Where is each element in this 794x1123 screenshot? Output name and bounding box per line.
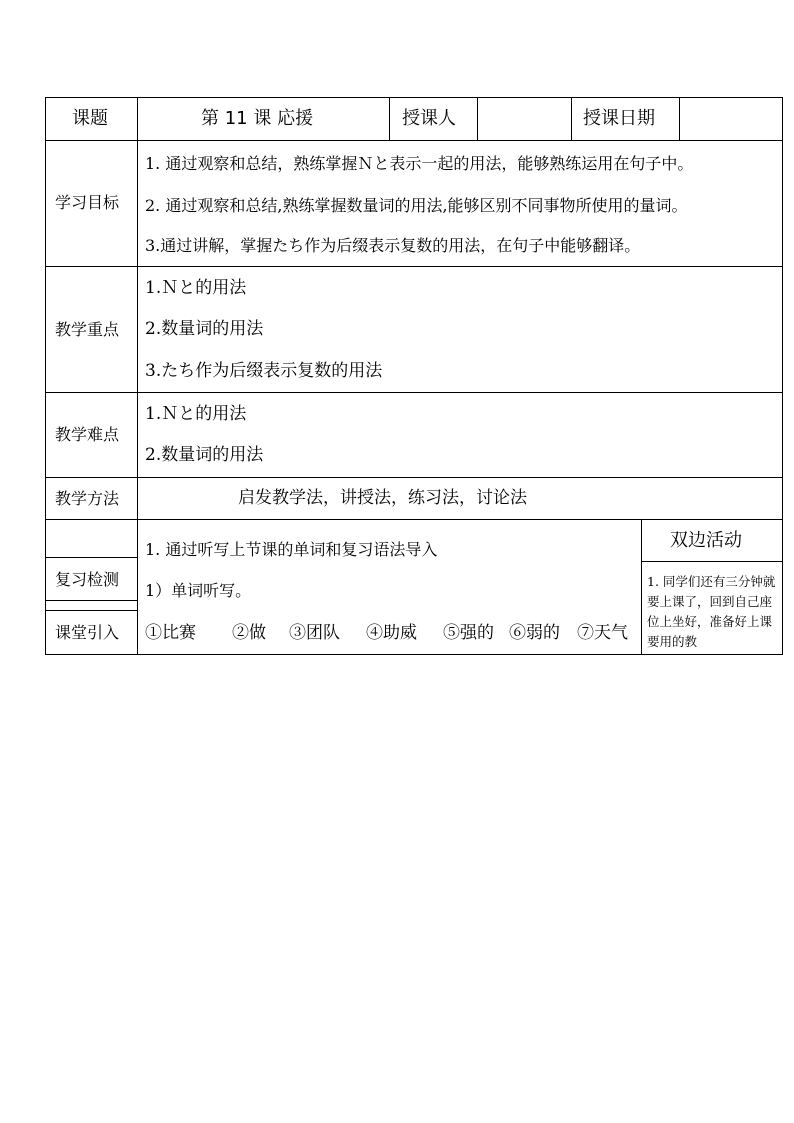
methods-label: 教学方法 (55, 489, 120, 508)
rule-right-edge (782, 97, 783, 655)
keypoint-item: 1.Ｎと的用法 (145, 278, 247, 298)
activity-header: 双边活动 (670, 530, 742, 551)
rule-label-col (137, 97, 138, 655)
rule-activity-col (641, 519, 642, 655)
vocab-word: ⑤强的 (443, 623, 494, 643)
rule-after-difficulties (45, 477, 783, 478)
topic-label: 课题 (72, 108, 108, 129)
difficulties-label: 教学难点 (55, 425, 120, 444)
rule-left-edge (45, 97, 46, 655)
difficulty-item: 1.Ｎと的用法 (145, 404, 247, 424)
rule-after-methods (45, 519, 783, 520)
rule-left-c (45, 610, 137, 611)
review-label: 复习检测 (55, 570, 120, 589)
methods-value: 启发教学法，讲授法，练习法，讨论法 (238, 488, 527, 508)
vocab-word: ⑥弱的 (509, 623, 560, 643)
keypoints-label: 教学重点 (55, 320, 120, 339)
objective-item: 3.通过讲解，掌握たち作为后缀表示复数的用法，在句子中能够翻译。 (145, 236, 641, 255)
date-label: 授课日期 (583, 108, 655, 129)
difficulty-item: 2.数量词的用法 (145, 445, 264, 465)
keypoint-item: 2.数量词的用法 (145, 319, 264, 339)
vocab-word: ⑦天气 (577, 623, 628, 643)
keypoint-item: 3.たち作为后缀表示复数的用法 (145, 361, 383, 381)
teacher-label: 授课人 (402, 108, 456, 129)
rule-after-objectives (45, 266, 783, 267)
rule-header-1 (389, 97, 390, 141)
vocab-word: ④助威 (366, 623, 417, 643)
rule-left-b (45, 600, 137, 601)
vocab-word: ③团队 (289, 623, 340, 643)
rule-after-keypoints (45, 392, 783, 393)
rule-left-a (45, 557, 137, 558)
vocab-word: ②做 (232, 623, 266, 643)
rule-activity-header (641, 561, 783, 562)
rule-header-3 (571, 97, 572, 141)
rule-header-4 (679, 97, 680, 141)
rule-top (45, 97, 783, 98)
vocab-word: ①比赛 (145, 623, 196, 643)
activity-text: 1. 同学们还有三分钟就要上课了，回到自己座位上坐好，准备好上课要用的教 (647, 574, 776, 649)
objective-item: 1. 通过观察和总结，熟练掌握Ｎと表示一起的用法，能够熟练运用在句子中。 (145, 154, 694, 173)
intro-label: 课堂引入 (55, 623, 120, 642)
rule-after-header (45, 140, 783, 141)
process-line-1: 1. 通过听写上节课的单词和复习语法导入 (145, 540, 438, 559)
rule-header-2 (477, 97, 478, 141)
process-line-2: 1）单词听写。 (145, 581, 252, 600)
objectives-label: 学习目标 (55, 193, 120, 212)
topic-value: 第 11 课 応援 (201, 108, 314, 129)
objective-item: 2. 通过观察和总结,熟练掌握数量词的用法,能够区别不同事物所使用的量词。 (145, 196, 688, 215)
rule-bottom (45, 654, 783, 655)
